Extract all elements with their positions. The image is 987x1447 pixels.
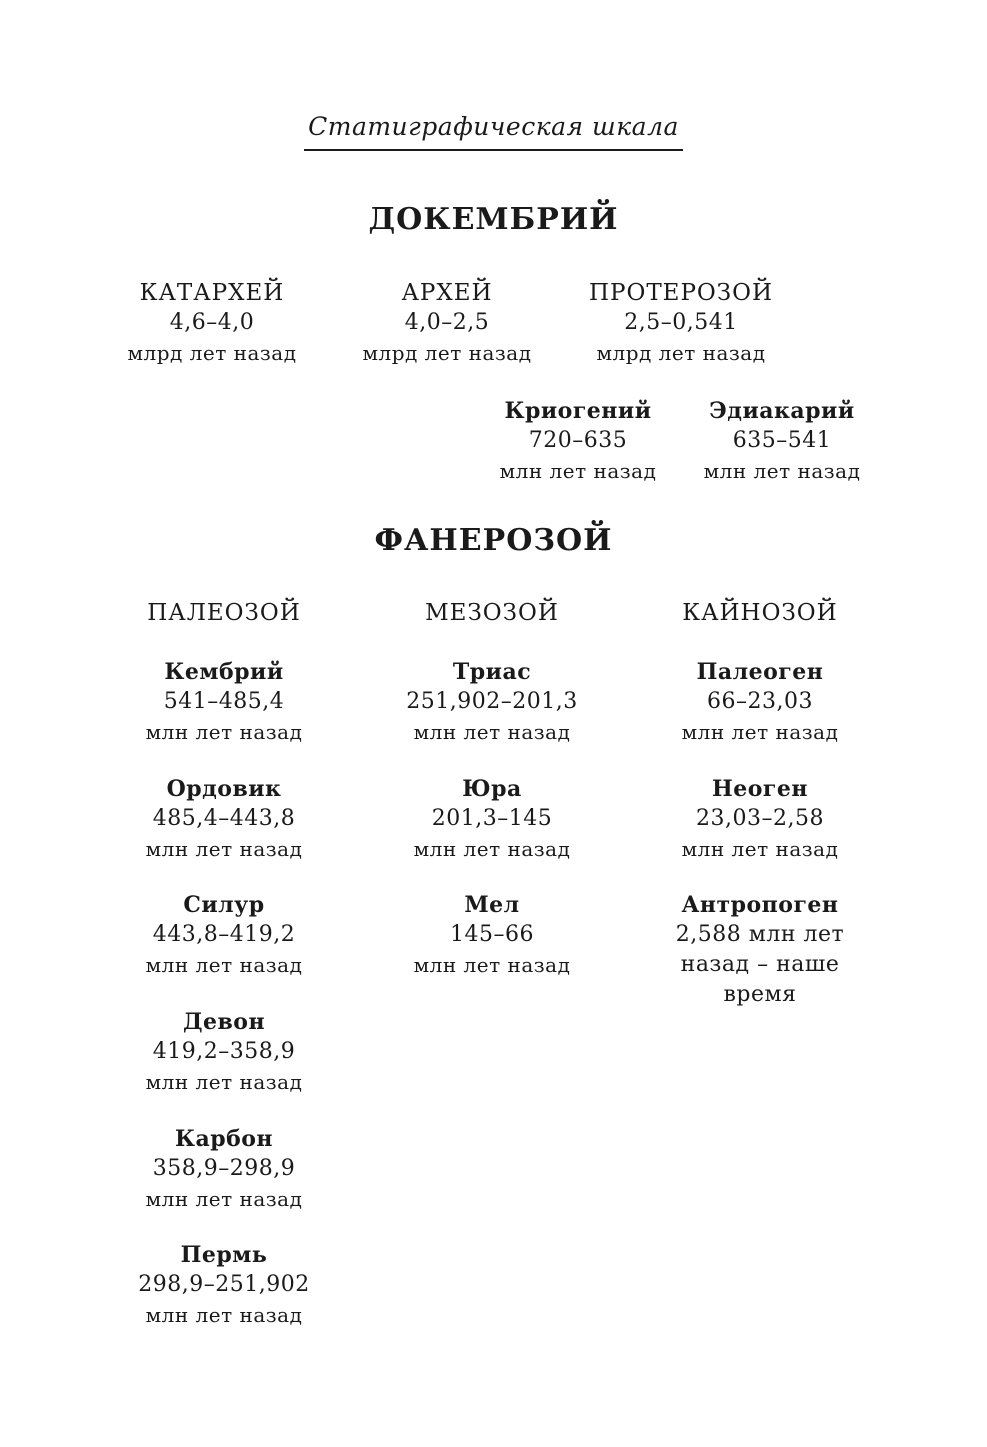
period-range: 251,902–201,3: [406, 689, 578, 714]
section-title-phanerozoic: ФАНЕРОЗОЙ: [374, 523, 613, 558]
period-range: 145–66: [450, 922, 534, 947]
period-name: Криогений: [504, 398, 652, 424]
period-unit: млн лет назад: [145, 837, 303, 861]
period-name: Неоген: [711, 776, 809, 802]
period-name: Силур: [183, 892, 265, 918]
period-unit: млн лет назад: [681, 720, 839, 744]
page-title: Статиграфическая шкала: [304, 112, 683, 151]
period-name: Карбон: [174, 1126, 274, 1152]
eon-archean: [317, 278, 577, 368]
period-range: 66–23,03: [707, 689, 813, 714]
period-unit: млн лет назад: [145, 1070, 303, 1094]
period-range: 23,03–2,58: [696, 806, 824, 831]
eon-proterozoic: [551, 278, 811, 368]
period-range: 635–541: [732, 428, 832, 453]
period-triassic: [362, 657, 622, 747]
era-mesozoic-heading: МЕЗОЗОЙ: [425, 600, 559, 626]
period-unit: млн лет назад: [145, 1187, 303, 1211]
period-permian: [94, 1240, 354, 1330]
period-unit: млн лет назад: [681, 837, 839, 861]
period-ediacaran: [652, 396, 912, 486]
eon-katarchean: [82, 278, 342, 368]
eon-name: КАТАРХЕЙ: [139, 280, 285, 306]
period-anthropogene: [630, 890, 890, 1010]
eon-range: 4,6–4,0: [169, 310, 255, 335]
period-range: 443,8–419,2: [152, 922, 296, 947]
period-unit: млн лет назад: [145, 720, 303, 744]
period-name: Антропоген: [681, 892, 839, 918]
era-paleozoic-heading: ПАЛЕОЗОЙ: [147, 600, 301, 626]
period-desc-line1: 2,588 млн лет: [675, 922, 845, 947]
period-range: 419,2–358,9: [152, 1039, 296, 1064]
period-silurian: [94, 890, 354, 980]
period-unit: млн лет назад: [703, 459, 861, 483]
period-range: 720–635: [528, 428, 628, 453]
eon-range: 2,5–0,541: [624, 310, 738, 335]
period-jurassic: [362, 774, 622, 864]
eon-unit: млрд лет назад: [127, 341, 297, 365]
period-unit: млн лет назад: [499, 459, 657, 483]
period-name: Кембрий: [164, 659, 284, 685]
period-cretaceous: [362, 890, 622, 980]
eon-range: 4,0–2,5: [404, 310, 490, 335]
period-carboniferous: [94, 1124, 354, 1214]
eon-name: ПРОТЕРОЗОЙ: [588, 280, 774, 306]
period-name: Мел: [464, 892, 520, 918]
period-range: 298,9–251,902: [138, 1272, 310, 1297]
period-unit: млн лет назад: [413, 837, 571, 861]
period-desc-line3: время: [723, 982, 797, 1007]
eon-unit: млрд лет назад: [362, 341, 532, 365]
period-name: Юра: [462, 776, 522, 802]
period-unit: млн лет назад: [145, 1303, 303, 1327]
period-range: 541–485,4: [163, 689, 285, 714]
page-header: [0, 112, 987, 151]
eon-name: АРХЕЙ: [401, 280, 493, 306]
period-unit: млн лет назад: [145, 953, 303, 977]
period-name: Ордовик: [166, 776, 282, 802]
period-range: 201,3–145: [431, 806, 553, 831]
period-unit: млн лет назад: [413, 953, 571, 977]
period-neogene: [630, 774, 890, 864]
period-name: Пермь: [180, 1242, 268, 1268]
period-cambrian: [94, 657, 354, 747]
period-name: Триас: [452, 659, 532, 685]
period-ordovician: [94, 774, 354, 864]
period-name: Эдиакарий: [709, 398, 855, 424]
period-name: Девон: [182, 1009, 266, 1035]
period-unit: млн лет назад: [413, 720, 571, 744]
period-range: 485,4–443,8: [152, 806, 296, 831]
period-desc-line2: назад – наше: [680, 952, 840, 977]
period-paleogene: [630, 657, 890, 747]
section-title-precambrian: ДОКЕМБРИЙ: [368, 202, 619, 237]
era-cenozoic-heading: КАЙНОЗОЙ: [682, 600, 838, 626]
period-range: 358,9–298,9: [152, 1156, 296, 1181]
period-name: Палеоген: [696, 659, 824, 685]
period-devonian: [94, 1007, 354, 1097]
eon-unit: млрд лет назад: [596, 341, 766, 365]
